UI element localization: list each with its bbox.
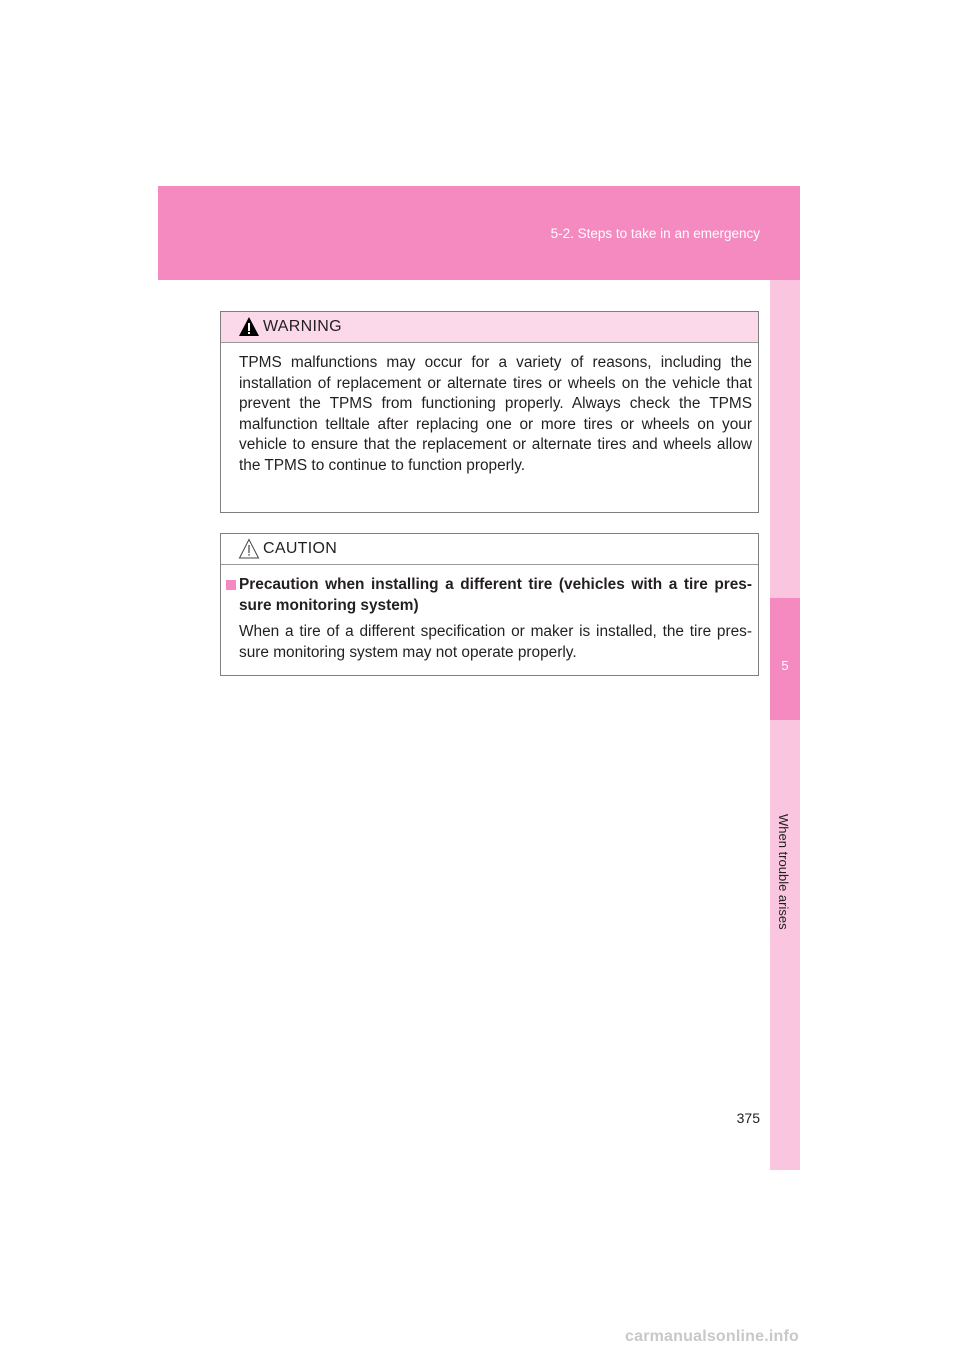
chapter-title: When trouble arises bbox=[776, 814, 791, 930]
caution-item-text: When a tire of a different specification or maker is installed, the tire pres-sure monitoring system may not operate properly. bbox=[239, 623, 752, 661]
caution-header bbox=[221, 534, 758, 565]
caution-box bbox=[220, 533, 759, 676]
warning-title: WARNING bbox=[263, 318, 342, 335]
section-title: 5-2. Steps to take in an emergency bbox=[550, 226, 760, 241]
chapter-number: 5 bbox=[781, 658, 789, 673]
section-header-band bbox=[158, 186, 800, 280]
chapter-side-tab bbox=[770, 280, 800, 1170]
warning-text: TPMS malfunctions may occur for a variety of reasons, including the installation of replacement or alternate tires or wheels on the vehicle that prevent the TPMS from functioning properly. Always check the TPMS malfunction telltale after replacing one or more tires or wheels on your vehicle to ensure that the replacement or alternate tires and wheels allow the TPMS to continue to function properly. bbox=[239, 354, 752, 474]
warning-icon bbox=[238, 316, 260, 337]
square-bullet-icon bbox=[226, 580, 236, 590]
caution-title: CAUTION bbox=[263, 540, 338, 557]
caution-icon bbox=[238, 538, 260, 559]
caution-item bbox=[221, 565, 758, 663]
warning-header bbox=[221, 312, 758, 343]
caution-item-heading: Precaution when installing a different tire (vehicles with a tire pres-sure monitoring system) bbox=[239, 576, 752, 614]
warning-box bbox=[220, 311, 759, 513]
footer-watermark: carmanualsonline.info bbox=[625, 1328, 800, 1345]
page-number: 375 bbox=[736, 1110, 760, 1126]
